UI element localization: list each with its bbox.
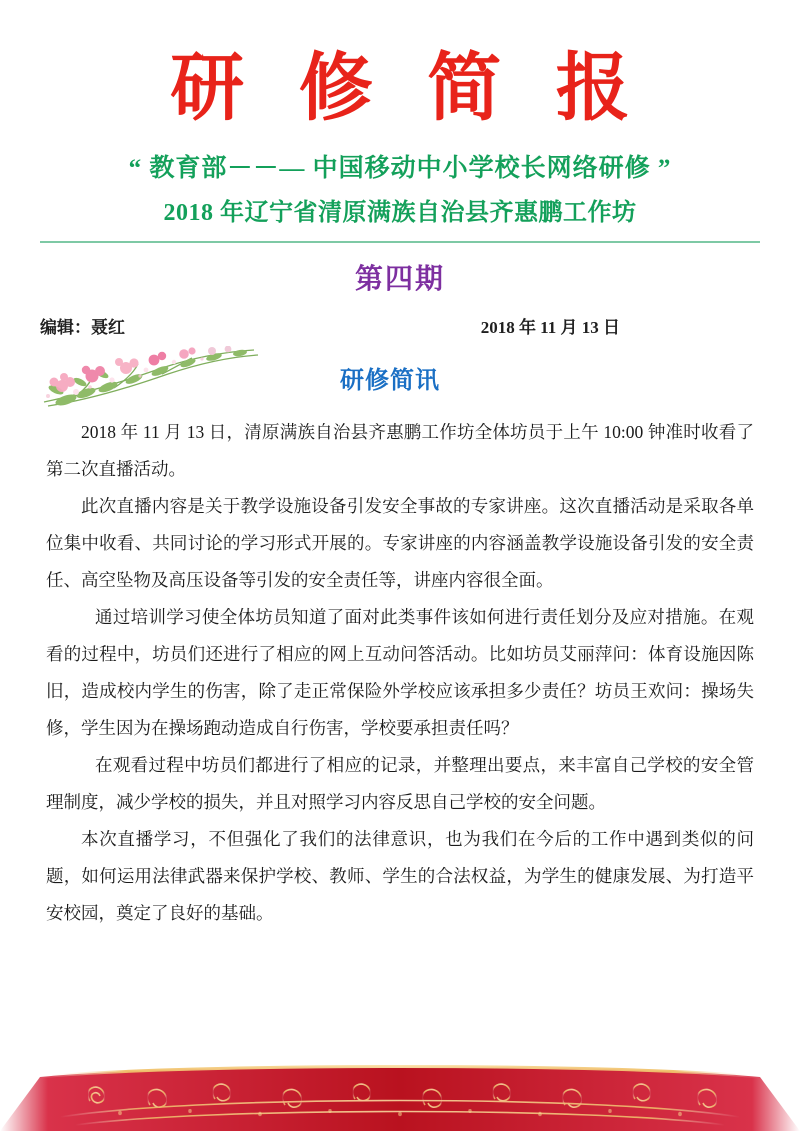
footer-ornament xyxy=(0,1061,800,1131)
byline xyxy=(40,313,760,338)
cherry-blossom-branch-icon xyxy=(42,346,272,410)
publish-date: 2018 年 11 月 13 日 xyxy=(480,318,620,337)
section-title: 研修简讯 xyxy=(340,368,440,394)
paragraph: 此次直播内容是关于教学设施设备引发安全事故的专家讲座。这次直播活动是采取各单位集中收看、共同讨论的学习形式开展的。专家讲座的内容涵盖教学设施设备引发的安全责任、高空坠物及高压设备等引发的安全责任等，讲座内容很全面。 xyxy=(46,496,754,590)
paragraph: 本次直播学习，不但强化了我们的法律意识，也为我们在今后的工作中遇到类似的问题，如何运用法律武器来保护学校、教师、学生的合法权益，为学生的健康发展、为打造平安校园，奠定了良好的基础。 xyxy=(46,829,754,923)
issue-number: 第四期 xyxy=(354,264,445,295)
article-body xyxy=(46,414,754,932)
masthead-subtitle-line2: 2018 年辽宁省清原满族自治县齐惠鹏工作坊 xyxy=(163,200,637,226)
paragraph: 在观看过程中坊员们都进行了相应的记录，并整理出要点，来丰富自己学校的安全管理制度，减少学校的损失，并且对照学习内容反思自己学校的安全问题。 xyxy=(46,755,754,812)
editor-label: 编辑：聂红 xyxy=(40,318,125,337)
page-title: 研 修 简 报 xyxy=(170,48,648,130)
paragraph: 2018 年 11 月 13 日，清原满族自治县齐惠鹏工作坊全体坊员于上午 10:00 钟准时收看了第二次直播活动。 xyxy=(46,422,754,479)
masthead xyxy=(0,0,800,297)
section-header xyxy=(0,348,800,414)
masthead-subtitle-line1: “ 教育部－－— 中国移动中小学校长网络研修 ” xyxy=(128,155,672,182)
paragraph: 通过培训学习使全体坊员知道了面对此类事件该如何进行责任划分及应对措施。在观看的过程中，坊员们还进行了相应的网上互动问答活动。比如坊员艾丽萍问：体育设施因陈旧，造成校内学生的伤害，除了走正常保险外学校应该承担多少责任？坊员王欢问：操场失修，学生因为在操场跑动造成自行伤害，学校要承担责任吗？ xyxy=(46,607,754,738)
masthead-divider xyxy=(40,241,760,243)
decorative-red-gold-border-icon xyxy=(0,1061,800,1131)
